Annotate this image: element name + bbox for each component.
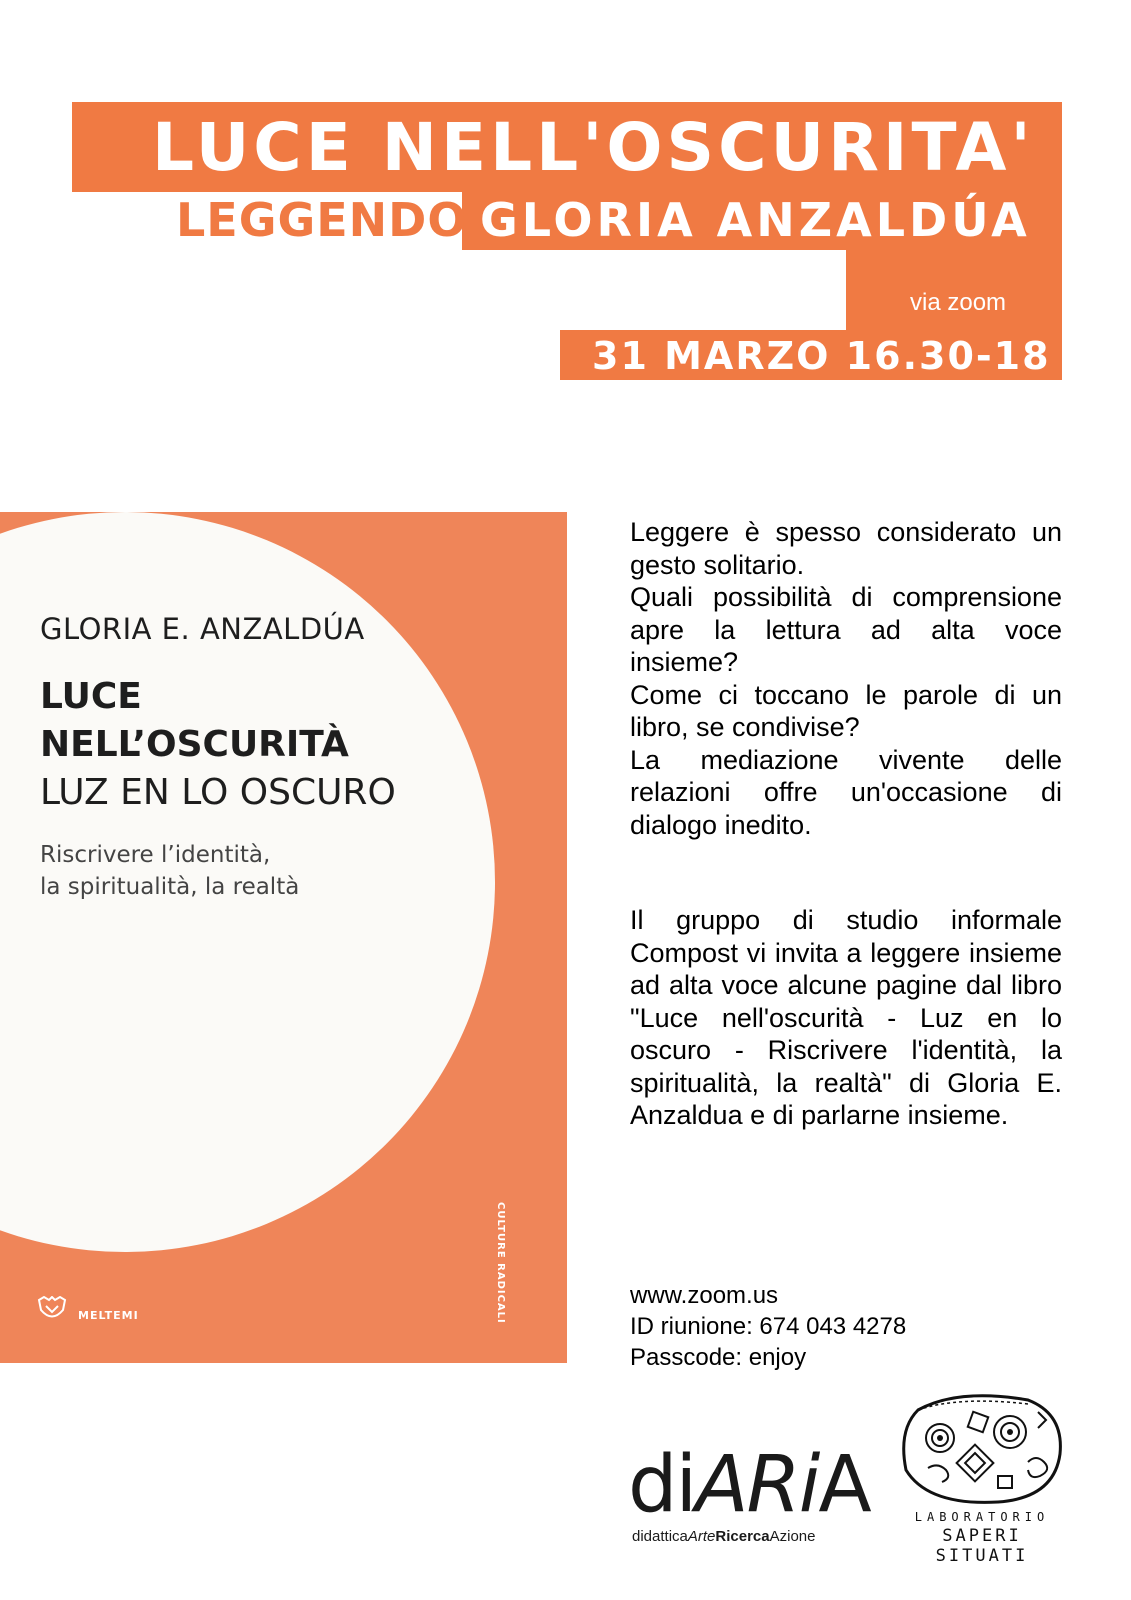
book-title-line2: NELL’OSCURITÀ <box>40 724 349 765</box>
intro-line: Quali possibilità di comprensione apre la lettura ad alta voce insieme? <box>630 582 1062 677</box>
intro-paragraph <box>630 516 1062 841</box>
diaria-logo-di: di <box>628 1440 696 1530</box>
lab-name-line1: LABORATORIO <box>914 1510 1050 1524</box>
book-title-line1: LUCE <box>40 676 142 717</box>
book-title-line3: LUZ EN LO OSCURO <box>40 772 396 813</box>
intro-line: Leggere è spesso considerato un gesto solitario. <box>630 517 1062 580</box>
diaria-logo-a: A <box>818 1440 870 1530</box>
diaria-tagline-3: Ricerca <box>715 1528 770 1545</box>
book-subtitle-line1: Riscrivere l’identità, <box>40 842 271 868</box>
publisher-logo-icon <box>36 1296 68 1324</box>
book-series: CULTURE RADICALI <box>495 1202 506 1324</box>
diaria-tagline-4: Azione <box>769 1528 816 1545</box>
diaria-tagline <box>632 1528 815 1545</box>
zoom-meeting-id: ID riunione: 674 043 4278 <box>630 1313 907 1340</box>
diaria-logo <box>628 1440 870 1530</box>
event-subtitle-left: LEGGENDO <box>176 193 468 247</box>
event-title: LUCE NELL'OSCURITA' <box>152 109 1035 186</box>
lab-name-line2: SAPERI SITUATI <box>935 1526 1029 1566</box>
event-location: via zoom <box>910 289 1007 316</box>
zoom-url[interactable]: www.zoom.us <box>630 1282 779 1309</box>
zoom-passcode: Passcode: enjoy <box>630 1344 807 1371</box>
book-publisher: MELTEMI <box>78 1309 139 1322</box>
zoom-info <box>630 1280 906 1373</box>
event-subtitle-right: GLORIA ANZALDÚA <box>480 193 1031 247</box>
book-cover <box>0 512 567 1363</box>
book-author: GLORIA E. ANZALDÚA <box>40 612 365 646</box>
diaria-logo-ari: ARi <box>695 1440 819 1530</box>
invitation-paragraph: Il gruppo di studio informale Compost vi invita a leggere insieme ad alta voce alcune pagine dal libro "Luce nell'oscurità - Luz en lo oscuro - Riscrivere l'identità, la spiritualità, la realtà" di Gloria E. Anzaldua e di parlarne insieme. <box>630 905 1062 1130</box>
book-subtitle-line2: la spiritualità, la realtà <box>40 874 300 900</box>
diaria-tagline-1: didattica <box>632 1528 688 1545</box>
event-date: 31 MARZO 16.30-18 <box>592 334 1051 378</box>
diaria-tagline-2: Arte <box>687 1528 716 1545</box>
intro-line: Come ci toccano le parole di un libro, se condivise? <box>630 679 1062 742</box>
intro-line: La mediazione vivente delle relazioni offre un'occasione di dialogo inedito. <box>630 744 1062 840</box>
stone-spiral-logo-icon <box>898 1390 1066 1506</box>
